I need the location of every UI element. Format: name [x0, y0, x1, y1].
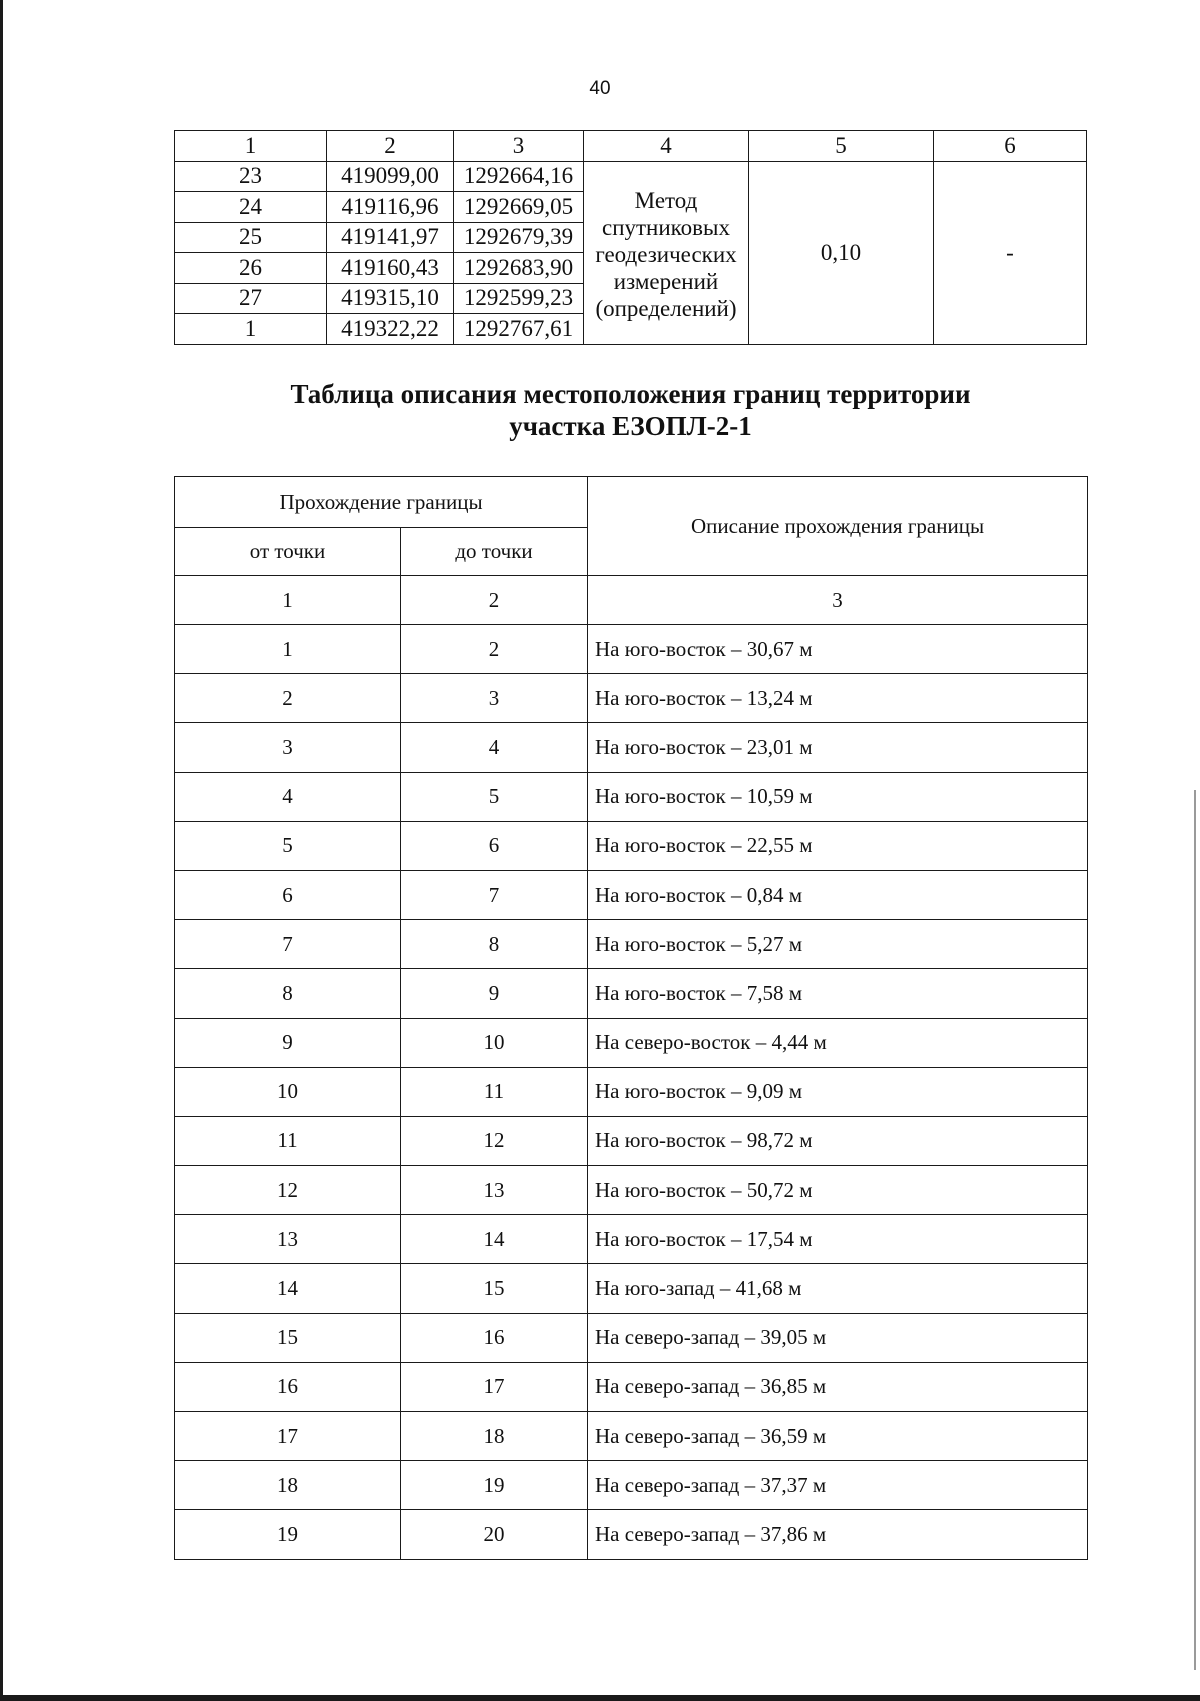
to-point-cell: 6	[401, 821, 588, 870]
column-number: 2	[327, 131, 454, 162]
from-point-cell: 16	[175, 1362, 401, 1411]
column6-cell: -	[934, 161, 1087, 344]
coordinates-row	[175, 161, 1087, 192]
to-point-cell: 12	[401, 1116, 588, 1165]
description-cell: На юго-восток – 5,27 м	[588, 920, 1088, 969]
table-row	[175, 1264, 1088, 1313]
table-row	[175, 920, 1088, 969]
table-row	[175, 1313, 1088, 1362]
method-line: измерений	[613, 269, 719, 294]
table-row	[175, 870, 1088, 919]
table-row	[175, 1166, 1088, 1215]
to-point-cell: 2	[401, 625, 588, 674]
description-cell: На северо-запад – 37,86 м	[588, 1510, 1088, 1559]
boundary-header-row	[175, 477, 1088, 528]
table-row	[175, 1362, 1088, 1411]
from-point-cell: 12	[175, 1166, 401, 1215]
column-numbering-row	[175, 576, 1088, 625]
description-cell: На юго-восток – 0,84 м	[588, 870, 1088, 919]
description-cell: На юго-восток – 7,58 м	[588, 969, 1088, 1018]
to-point-cell: 15	[401, 1264, 588, 1313]
description-cell: На юго-восток – 13,24 м	[588, 674, 1088, 723]
to-point-cell: 3	[401, 674, 588, 723]
table-row	[175, 821, 1088, 870]
from-point-cell: 8	[175, 969, 401, 1018]
column-number: 3	[588, 576, 1088, 625]
header-description: Описание прохождения границы	[588, 477, 1088, 576]
from-point-cell: 11	[175, 1116, 401, 1165]
from-point-cell: 19	[175, 1510, 401, 1559]
description-cell: На юго-восток – 98,72 м	[588, 1116, 1088, 1165]
description-cell: На северо-запад – 36,59 м	[588, 1412, 1088, 1461]
from-point-cell: 17	[175, 1412, 401, 1461]
y-coordinate: 1292599,23	[454, 283, 584, 314]
to-point-cell: 17	[401, 1362, 588, 1411]
column-number: 3	[454, 131, 584, 162]
x-coordinate: 419315,10	[327, 283, 454, 314]
from-point-cell: 9	[175, 1018, 401, 1067]
to-point-cell: 7	[401, 870, 588, 919]
description-cell: На северо-восток – 4,44 м	[588, 1018, 1088, 1067]
description-cell: На северо-запад – 36,85 м	[588, 1362, 1088, 1411]
column-number: 2	[401, 576, 588, 625]
y-coordinate: 1292767,61	[454, 314, 584, 345]
description-cell: На юго-восток – 22,55 м	[588, 821, 1088, 870]
table-row	[175, 1018, 1088, 1067]
x-coordinate: 419116,96	[327, 192, 454, 223]
to-point-cell: 4	[401, 723, 588, 772]
y-coordinate: 1292679,39	[454, 222, 584, 253]
y-coordinate: 1292664,16	[454, 161, 584, 192]
x-coordinate: 419141,97	[327, 222, 454, 253]
scan-border-bottom	[0, 1695, 1200, 1701]
description-cell: На северо-запад – 37,37 м	[588, 1461, 1088, 1510]
description-cell: На северо-запад – 39,05 м	[588, 1313, 1088, 1362]
method-line: Метод	[634, 188, 698, 213]
to-point-cell: 8	[401, 920, 588, 969]
x-coordinate: 419322,22	[327, 314, 454, 345]
header-to-point: до точки	[401, 528, 588, 576]
description-cell: На юго-восток – 9,09 м	[588, 1067, 1088, 1116]
header-from-point: от точки	[175, 528, 401, 576]
to-point-cell: 14	[401, 1215, 588, 1264]
description-cell: На юго-восток – 30,67 м	[588, 625, 1088, 674]
column-number: 5	[749, 131, 934, 162]
table-row	[175, 1215, 1088, 1264]
point-number: 1	[175, 314, 327, 345]
coordinates-table	[174, 130, 1087, 345]
table-row	[175, 1510, 1088, 1559]
from-point-cell: 2	[175, 674, 401, 723]
accuracy-cell: 0,10	[749, 161, 934, 344]
to-point-cell: 9	[401, 969, 588, 1018]
x-coordinate: 419099,00	[327, 161, 454, 192]
to-point-cell: 11	[401, 1067, 588, 1116]
method-line: (определений)	[595, 296, 737, 321]
column-number: 6	[934, 131, 1087, 162]
from-point-cell: 18	[175, 1461, 401, 1510]
to-point-cell: 10	[401, 1018, 588, 1067]
point-number: 27	[175, 283, 327, 314]
from-point-cell: 4	[175, 772, 401, 821]
to-point-cell: 16	[401, 1313, 588, 1362]
from-point-cell: 14	[175, 1264, 401, 1313]
scan-border-left	[0, 0, 3, 1701]
table-row	[175, 1116, 1088, 1165]
point-number: 23	[175, 161, 327, 192]
point-number: 25	[175, 222, 327, 253]
coordinates-header-row	[175, 131, 1087, 162]
page-number: 40	[589, 78, 611, 99]
section-title	[174, 378, 1087, 442]
from-point-cell: 3	[175, 723, 401, 772]
to-point-cell: 5	[401, 772, 588, 821]
method-cell	[584, 161, 749, 344]
header-passage: Прохождение границы	[175, 477, 588, 528]
y-coordinate: 1292669,05	[454, 192, 584, 223]
scan-mark-right	[1194, 790, 1196, 1670]
from-point-cell: 1	[175, 625, 401, 674]
table-row	[175, 625, 1088, 674]
column-number: 4	[584, 131, 749, 162]
section-title-line: участка ЕЗОПЛ-2-1	[509, 411, 752, 441]
from-point-cell: 5	[175, 821, 401, 870]
to-point-cell: 18	[401, 1412, 588, 1461]
table-row	[175, 772, 1088, 821]
method-line: геодезических	[595, 242, 737, 267]
table-row	[175, 674, 1088, 723]
from-point-cell: 15	[175, 1313, 401, 1362]
description-cell: На юго-запад – 41,68 м	[588, 1264, 1088, 1313]
boundary-description-table	[174, 476, 1088, 1560]
to-point-cell: 13	[401, 1166, 588, 1215]
x-coordinate: 419160,43	[327, 253, 454, 284]
from-point-cell: 13	[175, 1215, 401, 1264]
description-cell: На юго-восток – 10,59 м	[588, 772, 1088, 821]
description-cell: На юго-восток – 17,54 м	[588, 1215, 1088, 1264]
description-cell: На юго-восток – 50,72 м	[588, 1166, 1088, 1215]
table-row	[175, 1461, 1088, 1510]
section-title-line: Таблица описания местоположения границ территории	[290, 379, 971, 409]
table-row	[175, 723, 1088, 772]
from-point-cell: 7	[175, 920, 401, 969]
table-row	[175, 1412, 1088, 1461]
to-point-cell: 20	[401, 1510, 588, 1559]
point-number: 24	[175, 192, 327, 223]
from-point-cell: 10	[175, 1067, 401, 1116]
to-point-cell: 19	[401, 1461, 588, 1510]
method-line: спутниковых	[601, 215, 730, 240]
from-point-cell: 6	[175, 870, 401, 919]
table-row	[175, 1067, 1088, 1116]
table-row	[175, 969, 1088, 1018]
description-cell: На юго-восток – 23,01 м	[588, 723, 1088, 772]
point-number: 26	[175, 253, 327, 284]
y-coordinate: 1292683,90	[454, 253, 584, 284]
column-number: 1	[175, 576, 401, 625]
column-number: 1	[175, 131, 327, 162]
